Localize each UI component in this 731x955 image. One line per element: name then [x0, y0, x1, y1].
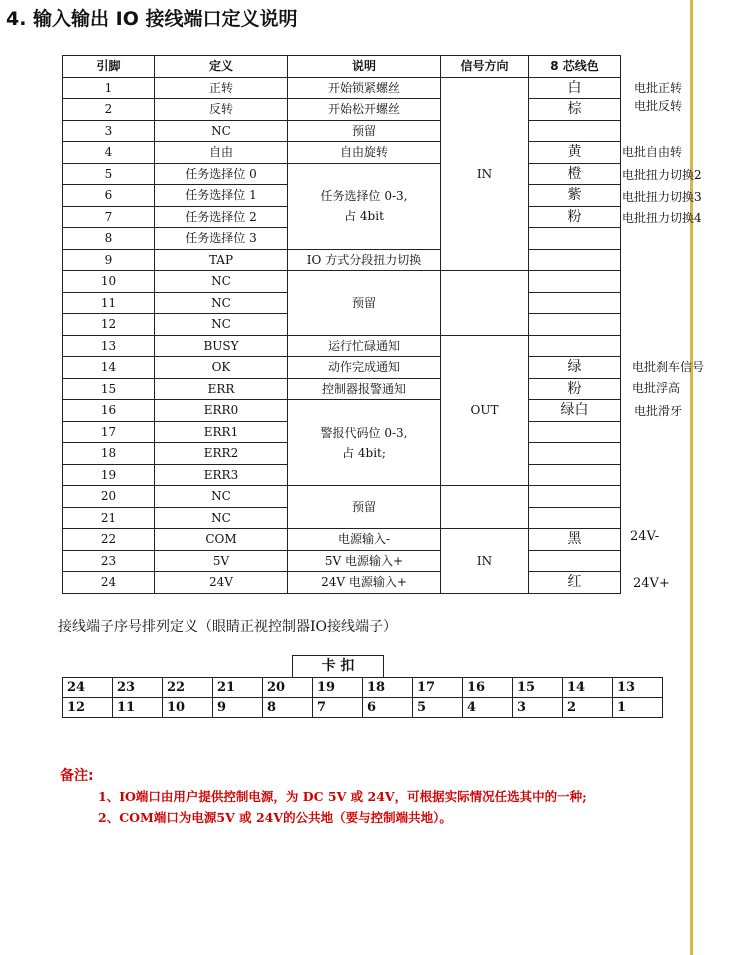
wire-color [529, 228, 621, 250]
pin-description-reserved: 预留 [288, 486, 441, 529]
pin-definition: NC [155, 314, 288, 336]
wire-color: 粉 [529, 206, 621, 228]
pin-number: 10 [63, 271, 155, 293]
pin-definition: NC [155, 507, 288, 529]
pin-number: 3 [63, 120, 155, 142]
pin-description-alarm-code [288, 400, 441, 486]
pin-number: 15 [63, 378, 155, 400]
wire-color [529, 292, 621, 314]
note-free: 电批自由转 [622, 145, 683, 159]
wire-color [529, 464, 621, 486]
pin-number: 20 [63, 486, 155, 508]
pin-definition: ERR [155, 378, 288, 400]
terminal-row-bottom [63, 698, 663, 718]
terminal-cell: 16 [463, 678, 513, 698]
pin-number: 7 [63, 206, 155, 228]
pin-description: 24V 电源输入+ [288, 572, 441, 594]
pin-definition: COM [155, 529, 288, 551]
terminal-cell: 21 [213, 678, 263, 698]
header-description: 说明 [288, 56, 441, 78]
pin-description: 开始锁紧螺丝 [288, 77, 441, 99]
pin-definition: ERR3 [155, 464, 288, 486]
pin-number: 6 [63, 185, 155, 207]
pin-definition: 5V [155, 550, 288, 572]
terminal-cell: 4 [463, 698, 513, 718]
table-row [63, 357, 621, 379]
signal-direction-in: IN [441, 77, 529, 271]
terminal-subtitle: 接线端子序号排列定义（眼睛正视控制器IO接线端子） [58, 619, 398, 635]
note-torque-3: 电批扭力切换3 [622, 190, 702, 204]
desc-line: 警报代码位 0-3, [320, 425, 408, 440]
pin-number: 2 [63, 99, 155, 121]
terminal-cell: 12 [63, 698, 113, 718]
wire-color [529, 486, 621, 508]
note-torque-4: 电批扭力切换4 [622, 211, 702, 225]
note-reverse: 电批反转 [634, 99, 683, 113]
wire-color [529, 271, 621, 293]
pin-number: 18 [63, 443, 155, 465]
table-row [63, 99, 621, 121]
terminal-cell: 23 [113, 678, 163, 698]
terminal-cell: 17 [413, 678, 463, 698]
terminal-cell: 1 [613, 698, 663, 718]
pin-description: 电源输入- [288, 529, 441, 551]
wire-color [529, 550, 621, 572]
desc-line: 占 4bit [344, 209, 384, 223]
note-forward: 电批正转 [634, 81, 683, 95]
table-header-row [63, 56, 621, 78]
remarks-title: 备注: [60, 768, 94, 784]
io-definition-table [62, 55, 621, 594]
table-row [63, 400, 621, 422]
table-row [63, 77, 621, 99]
signal-direction-out: OUT [441, 335, 529, 486]
terminal-cell: 7 [313, 698, 363, 718]
pin-number: 11 [63, 292, 155, 314]
pin-number: 21 [63, 507, 155, 529]
pin-number: 24 [63, 572, 155, 594]
pin-description: 自由旋转 [288, 142, 441, 164]
pin-number: 14 [63, 357, 155, 379]
wire-color: 白 [529, 77, 621, 99]
table-row [63, 529, 621, 551]
note-float: 电批浮高 [632, 381, 681, 395]
table-row [63, 486, 621, 508]
terminal-cell: 19 [313, 678, 363, 698]
table-row [63, 120, 621, 142]
pin-definition: 自由 [155, 142, 288, 164]
pin-number: 4 [63, 142, 155, 164]
remark-1: 1、IO端口由用户提供控制电源，为 DC 5V 或 24V，可根据实际情况任选其中的一种; [98, 789, 587, 804]
page-title: 4. 输入输出 IO 接线端口定义说明 [6, 8, 298, 30]
table-row [63, 378, 621, 400]
pin-definition: 任务选择位 0 [155, 163, 288, 185]
pin-description: 5V 电源输入+ [288, 550, 441, 572]
pin-definition: 反转 [155, 99, 288, 121]
table-row [63, 271, 621, 293]
signal-direction-empty [441, 271, 529, 336]
wire-color: 粉 [529, 378, 621, 400]
pin-description: 运行忙碌通知 [288, 335, 441, 357]
pin-definition: TAP [155, 249, 288, 271]
signal-direction-empty [441, 486, 529, 529]
terminal-cell: 18 [363, 678, 413, 698]
wire-color: 绿 [529, 357, 621, 379]
pin-definition: ERR2 [155, 443, 288, 465]
pin-description: IO 方式分段扭力切换 [288, 249, 441, 271]
terminal-cell: 5 [413, 698, 463, 718]
pin-number: 1 [63, 77, 155, 99]
pin-number: 8 [63, 228, 155, 250]
terminal-cell: 2 [563, 698, 613, 718]
pin-number: 23 [63, 550, 155, 572]
pin-definition: 任务选择位 2 [155, 206, 288, 228]
table-row [63, 249, 621, 271]
pin-number: 13 [63, 335, 155, 357]
pin-definition: NC [155, 120, 288, 142]
wire-color [529, 249, 621, 271]
pin-number: 9 [63, 249, 155, 271]
pin-definition: ERR0 [155, 400, 288, 422]
desc-line: 占 4bit; [342, 445, 386, 460]
note-24v-minus: 24V- [630, 529, 660, 544]
table-row [63, 572, 621, 594]
pin-definition: 任务选择位 3 [155, 228, 288, 250]
terminal-cell: 8 [263, 698, 313, 718]
terminal-cell: 10 [163, 698, 213, 718]
wire-color [529, 120, 621, 142]
pin-definition: ERR1 [155, 421, 288, 443]
header-definition: 定义 [155, 56, 288, 78]
note-24v-plus: 24V+ [633, 576, 670, 591]
desc-line: 任务选择位 0-3, [320, 189, 408, 203]
pin-definition: 任务选择位 1 [155, 185, 288, 207]
note-slip: 电批滑牙 [634, 404, 683, 418]
wire-color [529, 335, 621, 357]
wire-color [529, 421, 621, 443]
terminal-cell: 15 [513, 678, 563, 698]
header-direction: 信号方向 [441, 56, 529, 78]
table-row [63, 142, 621, 164]
pin-number: 12 [63, 314, 155, 336]
pin-description: 预留 [288, 120, 441, 142]
wire-color: 黑 [529, 529, 621, 551]
wire-color: 绿白 [529, 400, 621, 422]
terminal-layout-table [62, 677, 663, 718]
table-row [63, 335, 621, 357]
wire-color [529, 443, 621, 465]
table-row [63, 550, 621, 572]
header-pin: 引脚 [63, 56, 155, 78]
signal-direction-in: IN [441, 529, 529, 594]
pin-definition: OK [155, 357, 288, 379]
wire-color [529, 507, 621, 529]
terminal-cell: 11 [113, 698, 163, 718]
remark-2: 2、COM端口为电源5V 或 24V的公共地（要与控制端共地）。 [98, 810, 452, 825]
pin-definition: NC [155, 486, 288, 508]
wire-color: 红 [529, 572, 621, 594]
pin-description-reserved: 预留 [288, 271, 441, 336]
wire-color: 黄 [529, 142, 621, 164]
latch-label: 卡 扣 [292, 655, 384, 677]
wire-color: 棕 [529, 99, 621, 121]
note-brake: 电批刹车信号 [632, 360, 705, 374]
terminal-cell: 20 [263, 678, 313, 698]
terminal-row-top [63, 678, 663, 698]
pin-definition: NC [155, 292, 288, 314]
terminal-cell: 9 [213, 698, 263, 718]
margin-line [690, 0, 693, 955]
terminal-cell: 3 [513, 698, 563, 718]
pin-number: 16 [63, 400, 155, 422]
pin-definition: 正转 [155, 77, 288, 99]
pin-number: 19 [63, 464, 155, 486]
pin-definition: BUSY [155, 335, 288, 357]
terminal-cell: 24 [63, 678, 113, 698]
note-torque-2: 电批扭力切换2 [622, 168, 702, 182]
terminal-cell: 22 [163, 678, 213, 698]
terminal-cell: 13 [613, 678, 663, 698]
wire-color: 紫 [529, 185, 621, 207]
header-wire-color: 8 芯线色 [529, 56, 621, 78]
wire-color: 橙 [529, 163, 621, 185]
terminal-cell: 14 [563, 678, 613, 698]
wire-color [529, 314, 621, 336]
pin-definition: NC [155, 271, 288, 293]
pin-number: 17 [63, 421, 155, 443]
terminal-cell: 6 [363, 698, 413, 718]
pin-description: 开始松开螺丝 [288, 99, 441, 121]
pin-description-task-select [288, 163, 441, 249]
pin-description: 控制器报警通知 [288, 378, 441, 400]
pin-definition: 24V [155, 572, 288, 594]
table-row [63, 163, 621, 185]
pin-number: 22 [63, 529, 155, 551]
pin-description: 动作完成通知 [288, 357, 441, 379]
pin-number: 5 [63, 163, 155, 185]
